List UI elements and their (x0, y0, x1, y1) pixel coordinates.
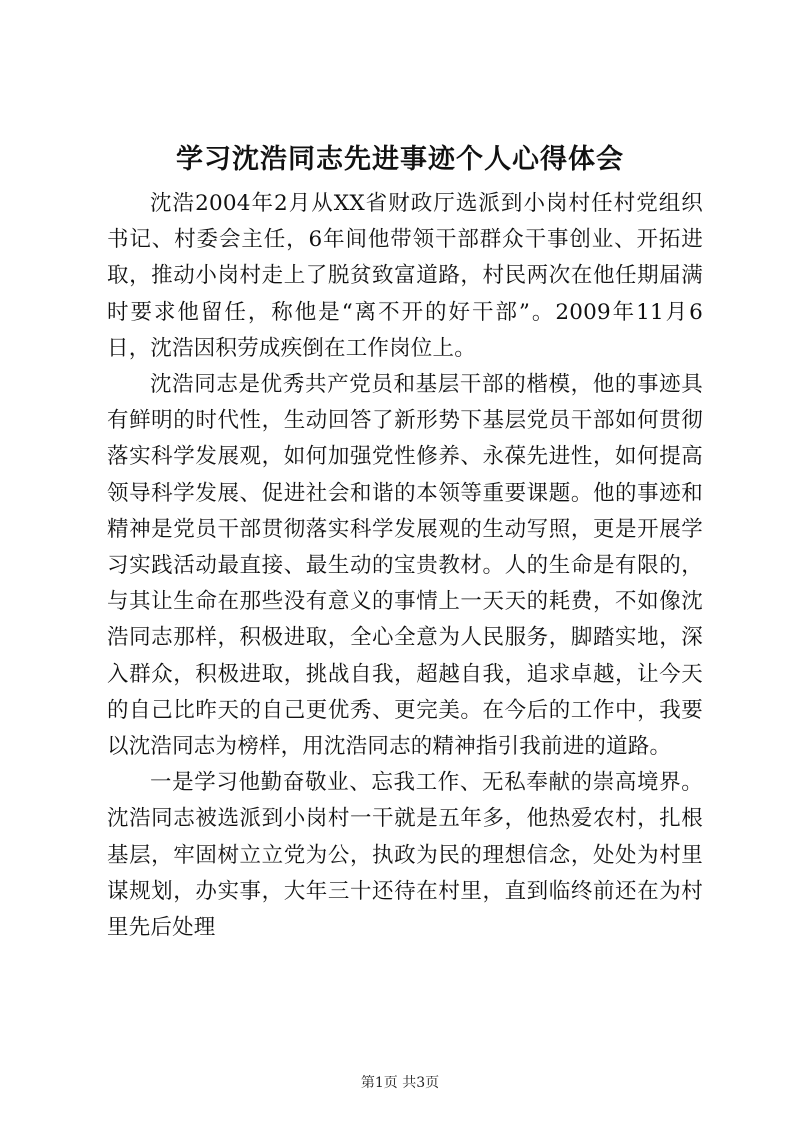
document-title: 学习沈浩同志先进事迹个人心得体会 (176, 144, 624, 175)
paragraph-3: 一是学习他勤奋敬业、忘我工作、无私奉献的崇高境界。沈浩同志被选派到小岗村一干就是五年多，他热爱农村，扎根基层，牢固树立立党为公，执政为民的理想信念，处处为村里谋规划，办实事，大年三十还待在村里，直到临终前还在为村里先后处理 (107, 770, 703, 941)
page-number-footer: 第1页 共3页 (360, 1075, 440, 1091)
document-body (107, 186, 703, 946)
paragraph-1: 沈浩2004年2月从XX省财政厅选派到小岗村任村党组织书记、村委会主任，6年间他带领干部群众干事创业、开拓进取，推动小岗村走上了脱贫致富道路，村民两次在他任期届满时要求他留任，称他是“离不开的好干部”。2009年11月6日，沈浩因积劳成疾倒在工作岗位上。 (107, 191, 703, 361)
paragraph-2: 沈浩同志是优秀共产党员和基层干部的楷模，他的事迹具有鲜明的时代性，生动回答了新形势下基层党员干部如何贯彻落实科学发展观，如何加强党性修养、永葆先进性，如何提高领导科学发展、促进社会和谐的本领等重要课题。他的事迹和精神是党员干部贯彻落实科学发展观的生动写照，更是开展学习实践活动最直接、最生动的宝贵教材。人的生命是有限的，与其让生命在那些没有意义的事情上一天天的耗费，不如像沈浩同志那样，积极进取，全心全意为人民服务，脚踏实地，深入群众，积极进取，挑战自我，超越自我，追求卓越，让今天的自己比昨天的自己更优秀、更完美。在今后的工作中，我要以沈浩同志为榜样，用沈浩同志的精神指引我前进的道路。 (107, 372, 703, 760)
